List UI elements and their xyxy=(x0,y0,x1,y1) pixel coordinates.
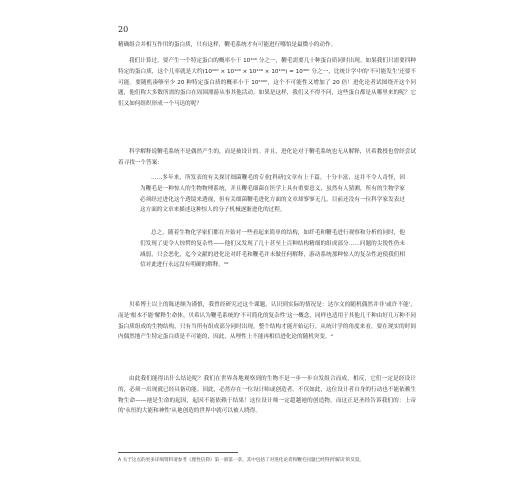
paragraph-3: 科学解释说鞭毛系统不是偶然产生的，而是被设计的。并且，进化论对于鞭毛系统也无从解释，贝希教授也曾经尝试着寻找一个答案： xyxy=(118,149,416,166)
footnote: A 关于这点的更多详细资料请参考《理性信仰》第一册第一章。其中包括了对进化论者和鞭毛问题已经得到'解决'的反驳。 xyxy=(118,458,365,463)
paragraph-4: 贝希博士以上的陈述颇为谨慎，我曾经研究过这个课题，认识到实际的情况是：达尔文的随机偶然并非'或许不能'，而是'根本不能'解释生命体。贝希认为鞭毛系统的'不可简化的复杂性'这一概念，同样也适用于其他几千种由好几万种不同蛋白质组成的生物结构，只有当所有组成部分同时出现，整个结构才能开始运行。从统计学的角度来看，要在现实的时间内偶然地产生特定蛋白质是不可能的，因此，从理性上不能再相信进化论的随机突变。ᴬ xyxy=(118,302,416,341)
paragraph-5: 由此我们能得出什么结论呢？我们在世界各地观察到的生物不是一步一步自发组合而成，相反，它们一定是经设计的，必须一出现就已经具备功能。因此，必然存在一位设计师或创造者。不仅如此，这位设计者自身的行动也不能依赖生物生命——祂是生命的起因，起因不能依赖于结果！这位设计师一定超越祂的创造物，而这正是圣经告诉我们的：上帝的'永恒的大能和神性'从祂创造的世界中就可以被人晓得。 xyxy=(118,376,416,415)
paragraph-1: 精确组合并相互作用的蛋白质，只有这样，鞭毛系统才有可能进行哪怕是最微小的动作。 xyxy=(118,42,337,48)
block-quote-1: ……多年来，所发表的有关探讨细菌鞭毛的专业[科研]文章有上千篇，十分丰富，这并不令人奇怪，因为鞭毛是一种惊人的生物物理系统，并且鞭毛细菌在医学上具有重要意义，虽然有人猜测，所有的生物学家必须经过进化这个透镜来透视，但有关细菌鞭毛进化方面的文章却寥寥无几。目前还没有一位科学家发表过这方面的文章来描述这种惊人的分子机械逐渐进化的过程。 xyxy=(140,175,405,214)
paragraph-2: 我们计算过，要产生一个特定蛋白的概率小于 10¹⁰⁰ 分之一，鞭毛需要几十种蛋白质同时出现。如果我们只需要四种特定的蛋白质，这个几率就是大约(10¹⁰⁰ × 10¹⁰⁰ × 10¹⁰⁰ × 10¹⁰⁰) = 10⁴⁰⁰ 分之一，比统计学中的'不可能发生'还要不可能。要随机凑够至少 20 种特定蛋白质的概率小于 10²⁰⁰⁰，这个不可能性又增加了 20 倍！进化论者试图绕开这个问题，他们称大多数所需的蛋白在周围漂游从事其他活动。如果是这样，我们又不得不问，这些蛋白都是从哪里来的呢？它们又如何组织形成一个马达的呢？ xyxy=(118,58,416,108)
footnote-divider xyxy=(118,452,238,453)
page-number: 20 xyxy=(118,25,129,34)
block-quote-2: 总之，随着生物化学家们都在开始对一些看起来简单的结构，如纤毛和鞭毛进行观察和分析的同时，他们发现了更令人惊愕的复杂性——他们又发现了几十甚至上百种结构精细的组成部分……问题的尖锐性仍未减弱，只会恶化，迄今文献的进化论对纤毛和鞭毛并未做任何解释，游动系统那种惊人的复杂性迫使我们相信对此进行永远没有明确的解释。¹⁰ xyxy=(140,230,405,269)
